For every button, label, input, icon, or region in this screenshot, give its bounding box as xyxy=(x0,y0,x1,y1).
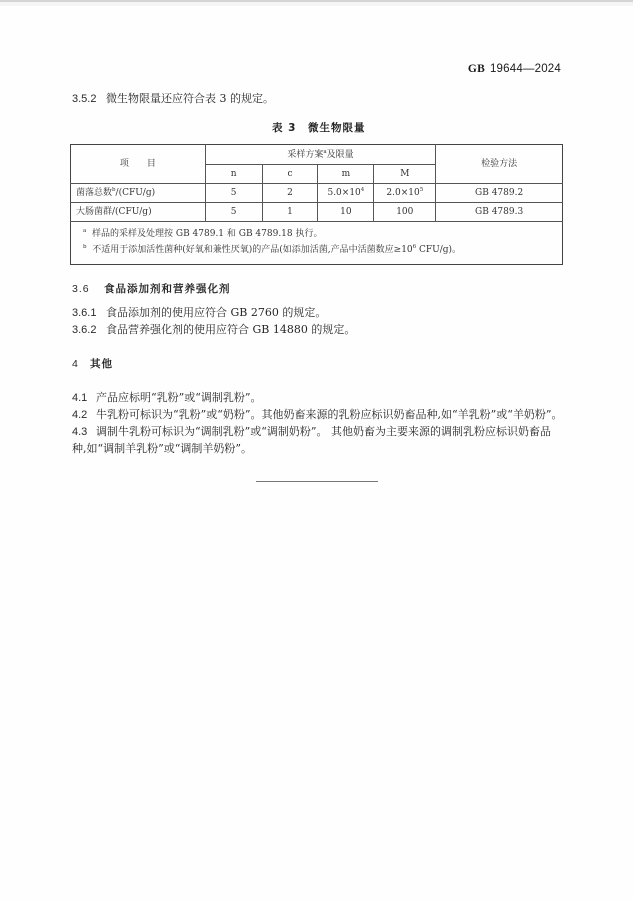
table-notes xyxy=(71,222,563,265)
header-item-label: 项 目 xyxy=(119,159,156,169)
note-mark: b xyxy=(83,244,87,250)
note-exp: 6 xyxy=(412,244,417,250)
note-text: 不适用于添加活性菌种(好氧和兼性厌氧)的产品(如添加活菌,产品中活菌数应≥10 xyxy=(92,245,413,255)
table-note-a xyxy=(83,226,562,242)
header-sampling-plan-label: 采样方案 xyxy=(287,149,324,160)
clause-number: 3.6.2 xyxy=(72,324,97,336)
row-item-unit: /(CFU/g) xyxy=(115,188,156,198)
row-method: GB 4789.2 xyxy=(436,184,563,203)
clause-text: 种,如“调制羊乳粉”或“调制羊奶粉”。 xyxy=(72,442,252,455)
clause-4-2 xyxy=(72,408,562,422)
row-item xyxy=(71,184,206,203)
note-text: 样品的采样及处理按 GB 4789.1 和 GB 4789.18 执行。 xyxy=(92,229,323,239)
header-method xyxy=(436,145,563,184)
standard-prefix: GB xyxy=(467,63,485,75)
clause-number: 4.2 xyxy=(72,409,88,421)
clause-3-6-2 xyxy=(72,323,355,337)
standard-code xyxy=(468,63,561,75)
section-4-heading xyxy=(72,357,113,371)
standard-number: 19644—2024 xyxy=(489,63,561,75)
note-text-end: CFU/g)。 xyxy=(416,245,462,255)
clause-3-6-1 xyxy=(72,306,326,320)
clause-4-1 xyxy=(72,391,262,405)
header-item xyxy=(71,145,206,184)
clause-text: 食品添加剂的使用应符合 GB 2760 的规定。 xyxy=(106,306,327,319)
clause-text: 调制牛乳粉可标识为“调制乳粉”或“调制奶粉”。 其他奶畜为主要来源的调制乳粉应标识奶畜品 xyxy=(96,425,551,438)
clause-number: 3.6.1 xyxy=(72,307,97,319)
row-item-name: 菌落总数 xyxy=(76,188,113,198)
subheader-c: c xyxy=(262,165,318,184)
subheader-M: M xyxy=(374,165,436,184)
row-m xyxy=(318,184,374,203)
row-item xyxy=(71,203,206,222)
clause-text: 产品应标明“乳粉”或“调制乳粉”。 xyxy=(96,391,262,404)
row-M-exp: 5 xyxy=(419,187,424,193)
row-m-exp: 4 xyxy=(360,187,365,193)
clause-number: 3.5.2 xyxy=(72,93,97,105)
microbial-limits-table xyxy=(70,144,563,265)
row-M: 100 xyxy=(374,203,436,222)
header-sampling-plan-suffix: 及限量 xyxy=(326,149,354,160)
clause-text: 牛乳粉可标识为“乳粉”或“奶粉”。其他奶畜来源的乳粉应标识奶畜品种,如“羊乳粉”或“羊奶粉”。 xyxy=(96,408,563,421)
row-n: 5 xyxy=(205,203,262,222)
viewer-top-shadow xyxy=(0,2,633,6)
row-M-base: 2.0×10 xyxy=(386,188,420,198)
row-item-name: 大肠菌群 xyxy=(76,207,113,217)
row-m-base: 5.0×10 xyxy=(327,188,361,198)
section-title: 食品添加剂和营养强化剂 xyxy=(104,283,231,295)
section-number: 3.6 xyxy=(72,283,90,295)
row-c: 2 xyxy=(262,184,318,203)
section-3-6-heading xyxy=(72,282,231,296)
clause-3-5-2 xyxy=(72,92,274,106)
clause-text: 食品营养强化剂的使用应符合 GB 14880 的规定。 xyxy=(106,323,356,336)
footnote-ref-a: a xyxy=(323,148,327,155)
clause-4-3 xyxy=(72,425,551,439)
footnote-ref-b: b xyxy=(112,187,116,193)
table-row xyxy=(71,203,563,222)
subheader-n: n xyxy=(205,165,262,184)
header-method-label: 检验方法 xyxy=(481,159,518,169)
clause-number: 4.3 xyxy=(72,426,88,438)
row-c: 1 xyxy=(262,203,318,222)
table-note-b xyxy=(83,242,562,258)
row-m: 10 xyxy=(318,203,374,222)
row-item-unit: /(CFU/g) xyxy=(112,207,152,217)
section-title: 其他 xyxy=(90,358,113,370)
row-n: 5 xyxy=(205,184,262,203)
subheader-m: m xyxy=(318,165,374,184)
table-row xyxy=(71,184,563,203)
header-sampling-plan xyxy=(205,145,436,165)
end-of-document-rule xyxy=(256,481,378,482)
row-M xyxy=(374,184,436,203)
row-method: GB 4789.3 xyxy=(436,203,563,222)
table-title: 表 3 微生物限量 xyxy=(272,122,366,134)
section-number: 4 xyxy=(72,358,79,370)
clause-4-3-continuation xyxy=(72,442,252,456)
clause-text: 微生物限量还应符合表 3 的规定。 xyxy=(106,92,274,105)
clause-number: 4.1 xyxy=(72,392,88,404)
note-mark: a xyxy=(83,228,87,234)
